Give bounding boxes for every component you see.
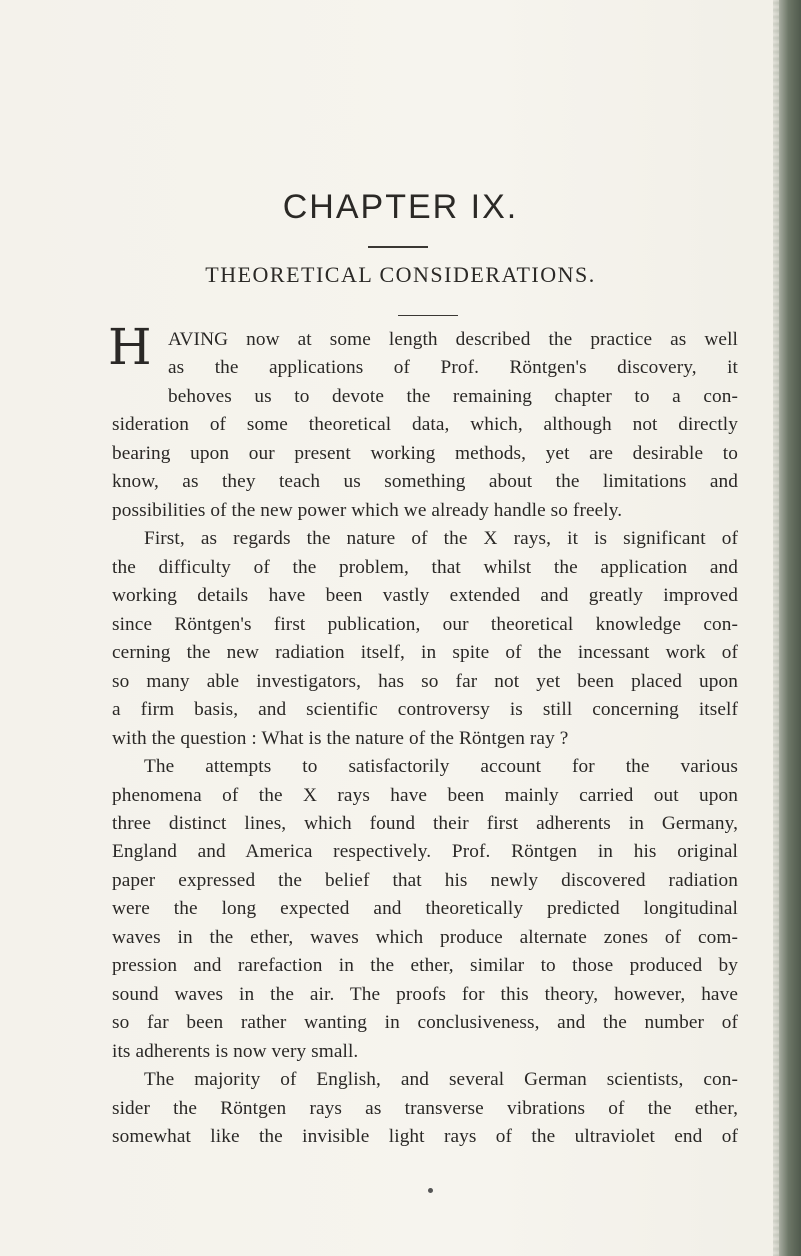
text-line: possibilities of the new power which we already handle so freely. (112, 499, 623, 521)
text-line: bearing upon our present working methods, yet are desirable to (112, 442, 738, 464)
text-line: The attempts to satisfactorily account for the various (144, 756, 738, 778)
text-line: were the long expected and theoretically predicted longitudinal (112, 898, 738, 920)
text-line: know, as they teach us something about the limitations and (112, 471, 738, 493)
subtitle-rule (398, 315, 458, 316)
text-line: First, as regards the nature of the X rays, it is significant of (144, 528, 738, 550)
text-line: since Röntgen's first publication, our theoretical knowledge con- (112, 613, 738, 635)
text-line: three distinct lines, which found their first adherents in Germany, (112, 812, 738, 834)
ink-speck (428, 1188, 433, 1193)
text-line: The majority of English, and several German scientists, con- (144, 1069, 738, 1091)
text-line: pression and rarefaction in the ether, similar to those produced by (112, 955, 738, 977)
text-line: so far been rather wanting in conclusiveness, and the number of (112, 1012, 738, 1034)
text-line: paper expressed the belief that his newly discovered radiation (112, 869, 738, 891)
text-line: cerning the new radiation itself, in spite of the incessant work of (112, 642, 738, 664)
text-line: sound waves in the air. The proofs for this theory, however, have (112, 983, 738, 1005)
body-text (112, 326, 738, 1152)
text-line: sideration of some theoretical data, which, although not directly (112, 414, 738, 436)
text-line: working details have been vastly extended and greatly improved (112, 585, 738, 607)
chapter-heading: CHAPTER IX. (282, 188, 519, 226)
text-line: somewhat like the invisible light rays of the ultraviolet end of (112, 1126, 738, 1148)
text-line: with the question : What is the nature of the Röntgen ray ? (112, 727, 569, 749)
text-line: England and America respectively. Prof. Röntgen in his original (112, 841, 738, 863)
text-line: AVING now at some length described the practice as well (168, 329, 738, 350)
text-line: as the applications of Prof. Röntgen's discovery, it (168, 357, 738, 379)
text-line: phenomena of the X rays have been mainly carried out upon (112, 784, 738, 806)
text-line: a firm basis, and scientific controversy is still concerning itself (112, 699, 738, 721)
text-line: waves in the ether, waves which produce alternate zones of com- (112, 926, 738, 948)
drop-cap: H (108, 318, 152, 376)
text-line: its adherents is now very small. (112, 1040, 359, 1062)
text-line: so many able investigators, has so far not yet been placed upon (112, 670, 738, 692)
chapter-subtitle: THEORETICAL CONSIDERATIONS. (205, 262, 596, 287)
heading-rule (368, 246, 428, 248)
text-line: sider the Röntgen rays as transverse vibrations of the ether, (112, 1097, 738, 1119)
text-line: the difficulty of the problem, that whilst the application and (112, 556, 738, 578)
text-line: behoves us to devote the remaining chapter to a con- (168, 385, 738, 407)
